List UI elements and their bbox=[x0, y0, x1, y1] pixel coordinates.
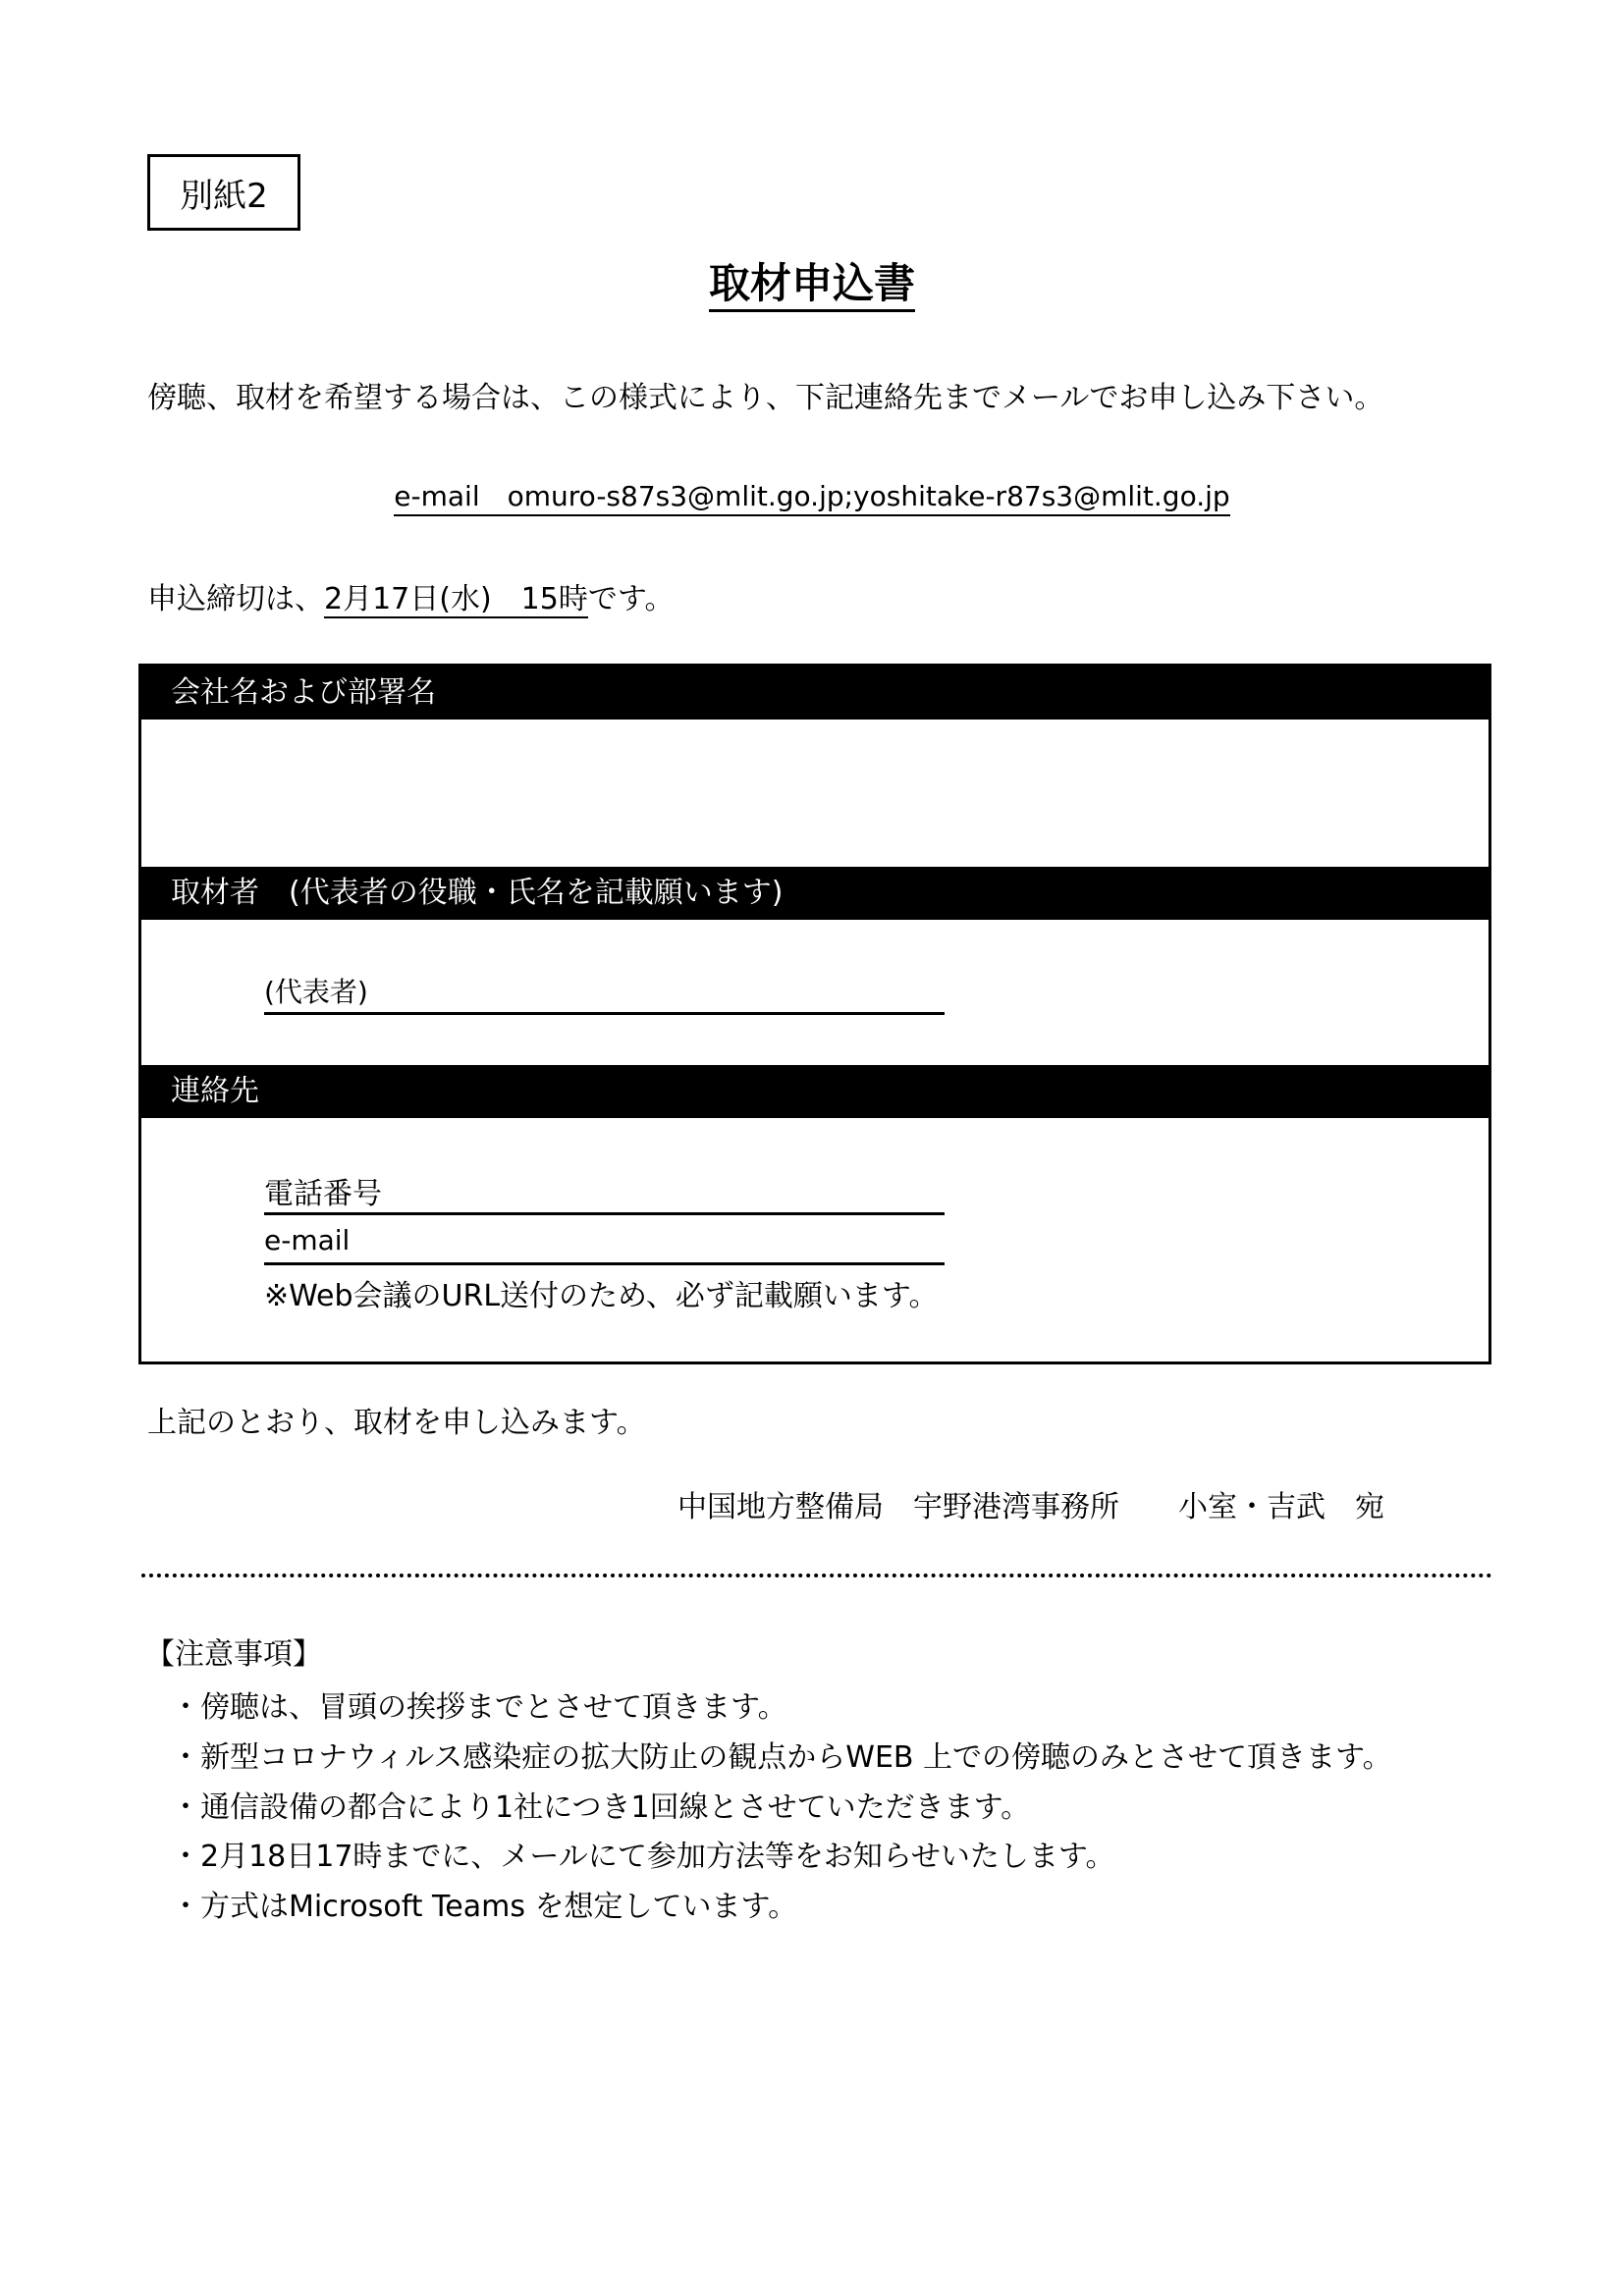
attachment-label-box bbox=[147, 154, 300, 231]
notes-title: 【注意事項】 bbox=[145, 1637, 322, 1672]
cut-line-divider bbox=[141, 1574, 1492, 1577]
company-section-header: 会社名および部署名 bbox=[141, 667, 1489, 720]
intro-text: 傍聴、取材を希望する場合は、この様式により、下記連絡先までメールでお申し込み下さい。 bbox=[147, 381, 1384, 415]
company-field[interactable] bbox=[181, 725, 1447, 863]
note-item: ・2月18日17時までに、メールにて参加方法等をお知らせいたします。 bbox=[171, 1840, 1115, 1874]
application-form bbox=[138, 664, 1491, 1364]
addressee-text: 中国地方整備局 宇野港湾事務所 小室・吉武 宛 bbox=[677, 1490, 1384, 1524]
note-item: ・通信設備の都合により1社につき1回線とさせていただきます。 bbox=[171, 1790, 1031, 1825]
representative-field[interactable] bbox=[264, 1012, 945, 1015]
email-label: e-mail bbox=[264, 1224, 351, 1256]
url-note: ※Web会議のURL送付のため、必ず記載願います。 bbox=[264, 1279, 939, 1313]
email-field[interactable] bbox=[264, 1262, 945, 1265]
contact-email bbox=[0, 475, 1624, 514]
contact-email-link[interactable]: e-mail omuro-s87s3@mlit.go.jp;yoshitake-r87s3@mlit.go.jp bbox=[394, 480, 1229, 516]
note-item: ・傍聴は、冒頭の挨拶までとさせて頂きます。 bbox=[171, 1690, 787, 1725]
contact-section-header: 連絡先 bbox=[141, 1065, 1489, 1118]
page-title: 取材申込書 bbox=[0, 251, 1624, 310]
note-item: ・新型コロナウィルス感染症の拡大防止の観点からWEB 上での傍聴のみとさせて頂きます。 bbox=[171, 1740, 1392, 1775]
reporter-section-header: 取材者 (代表者の役職・氏名を記載願います) bbox=[141, 867, 1489, 920]
deadline-text: 申込締切は、2月17日(水) 15時です。 bbox=[147, 582, 675, 616]
note-item: ・方式はMicrosoft Teams を想定しています。 bbox=[171, 1890, 798, 1924]
phone-label: 電話番号 bbox=[264, 1177, 382, 1211]
attachment-label: 別紙2 bbox=[180, 176, 268, 216]
phone-field[interactable] bbox=[264, 1212, 945, 1215]
representative-label: (代表者) bbox=[264, 976, 368, 1008]
confirmation-text: 上記のとおり、取材を申し込みます。 bbox=[147, 1406, 646, 1440]
deadline-date: 2月17日(水) 15時 bbox=[324, 582, 588, 616]
